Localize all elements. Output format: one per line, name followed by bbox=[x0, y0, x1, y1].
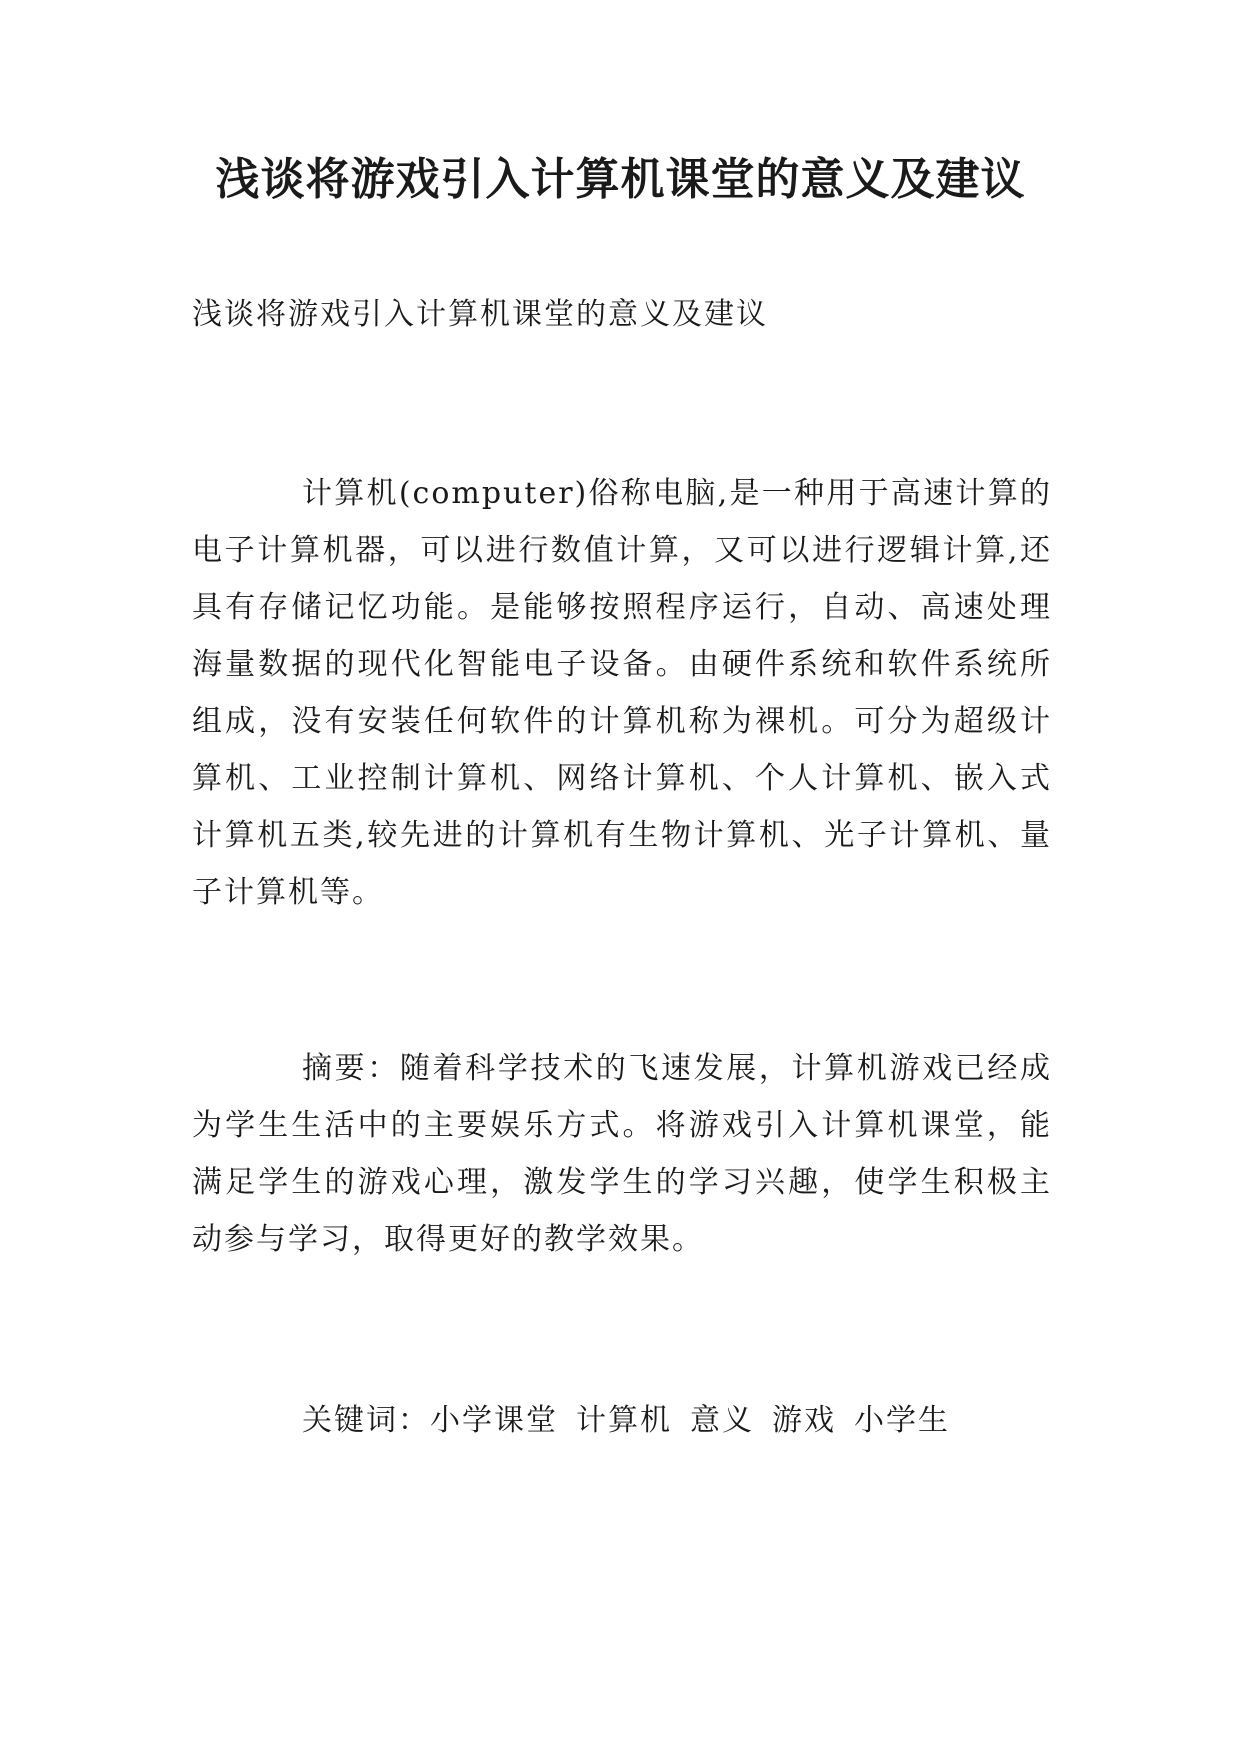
keywords-label: 关键词： bbox=[302, 1403, 430, 1438]
keywords-line bbox=[302, 1396, 968, 1446]
document-title: 浅谈将游戏引入计算机课堂的意义及建议 bbox=[215, 154, 1026, 205]
keyword-item: 计算机 bbox=[576, 1403, 672, 1438]
paragraph-computer-intro: 计算机(computer)俗称电脑,是一种用于高速计算的电子计算机器，可以进行数值计算，又可以进行逻辑计算,还具有存储记忆功能。是能够按照程序运行，自动、高速处理海量数据的现代化智能电子设备。由硬件系统和软件系统所组成，没有安装任何软件的计算机称为裸机。可分为超级计算机、工业控制计算机、网络计算机、个人计算机、嵌入式计算机五类,较先进的计算机有生物计算机、光子计算机、量子计算机等。 bbox=[192, 476, 1052, 910]
keyword-item: 意义 bbox=[690, 1403, 754, 1438]
keyword-item: 小学课堂 bbox=[430, 1403, 558, 1438]
document-subtitle: 浅谈将游戏引入计算机课堂的意义及建议 bbox=[192, 297, 768, 332]
keyword-item: 小学生 bbox=[854, 1403, 950, 1438]
paragraph-abstract: 摘要：随着科学技术的飞速发展，计算机游戏已经成为学生生活中的主要娱乐方式。将游戏引入计算机课堂，能满足学生的游戏心理，激发学生的学习兴趣，使学生积极主动参与学习，取得更好的教学效果。 bbox=[192, 1051, 1052, 1257]
keyword-item: 游戏 bbox=[772, 1403, 836, 1438]
